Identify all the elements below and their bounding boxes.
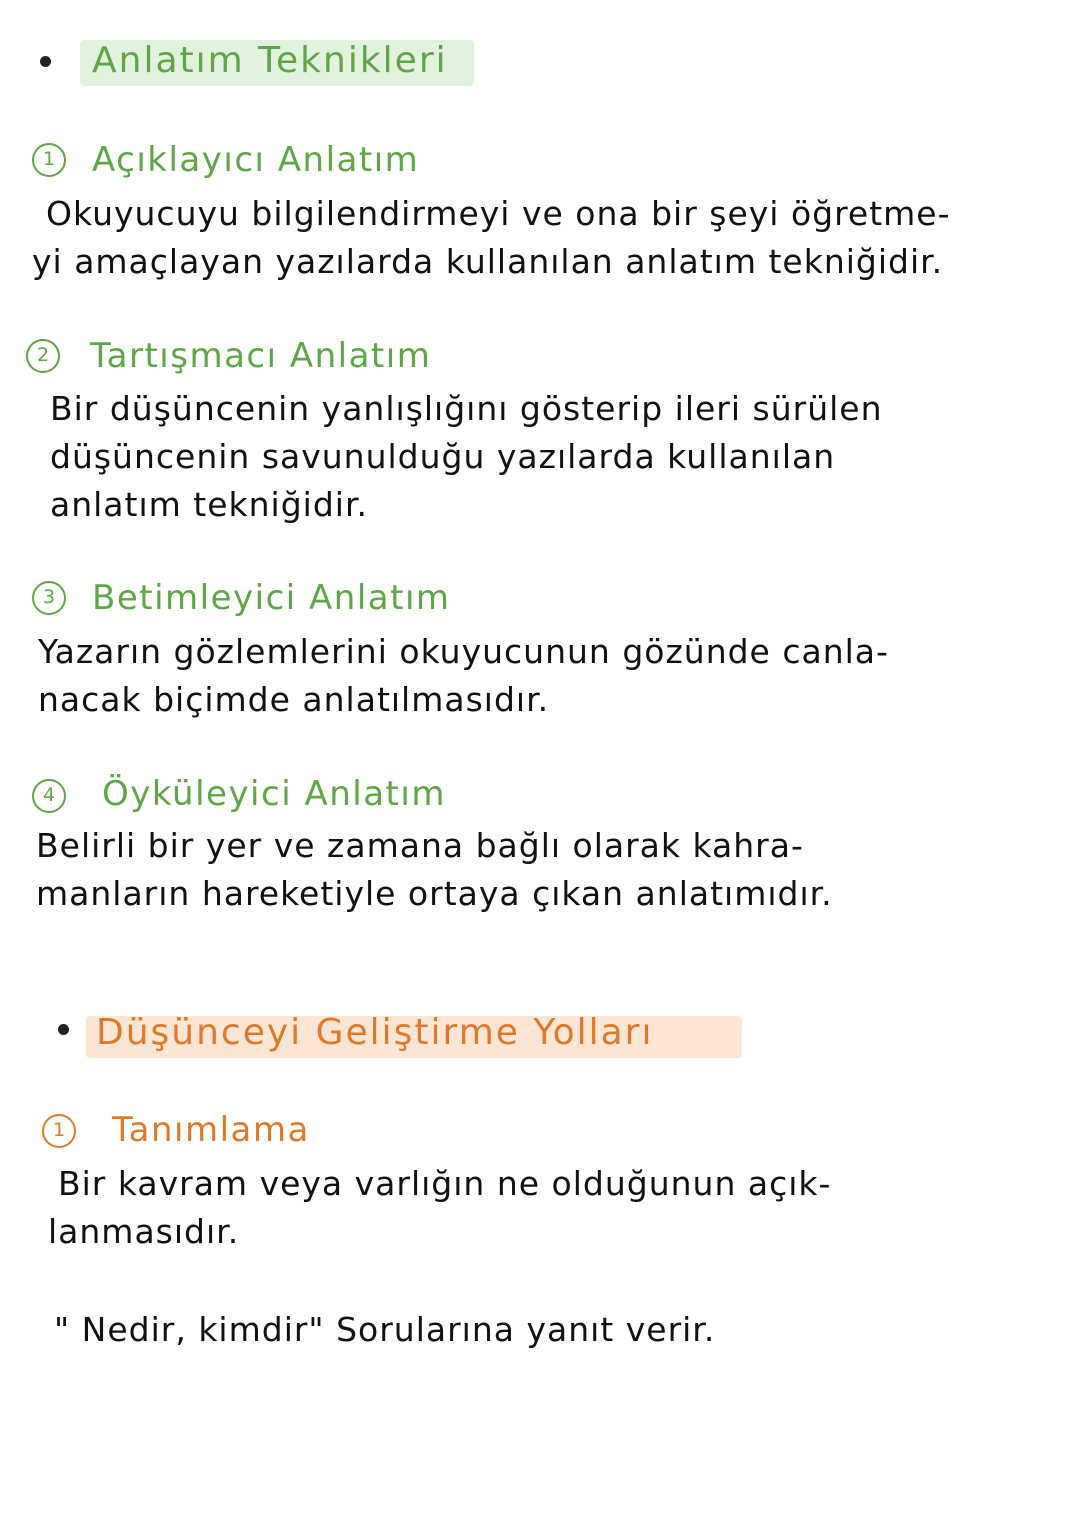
item-title-betimleyici: Betimleyici Anlatım (92, 578, 451, 618)
bullet-icon (40, 56, 51, 67)
bullet-icon (58, 1024, 69, 1035)
body-line: Bir kavram veya varlığın ne olduğunun açık- (58, 1164, 832, 1203)
item-body-betimleyici (38, 628, 889, 724)
item-body-tartismaci (50, 385, 883, 529)
item-body-tanimlama (48, 1160, 832, 1256)
item-title-oykuleyici: Öyküleyici Anlatım (102, 774, 446, 814)
body-line: nacak biçimde anlatılmasıdır. (38, 680, 550, 719)
body-line: yi amaçlayan yazılarda kullanılan anlatım tekniğidir. (32, 242, 944, 281)
body-line: anlatım tekniğidir. (50, 485, 368, 524)
section-title-dusunceyi-gelistirme: Düşünceyi Geliştirme Yolları (96, 1012, 654, 1053)
body-line: düşüncenin savunulduğu yazılarda kullanılan (50, 437, 836, 476)
item-note-tanimlama: " Nedir, kimdir" Sorularına yanıt verir. (54, 1310, 716, 1349)
body-line: Okuyucuyu bilgilendirmeyi ve ona bir şeyi öğretme- (46, 194, 951, 233)
section-title-anlatim-teknikleri: Anlatım Teknikleri (92, 40, 448, 81)
item-title-aciklayici: Açıklayıcı Anlatım (92, 140, 420, 180)
body-line: Yazarın gözlemlerini okuyucunun gözünde canla- (38, 632, 889, 671)
body-line: Bir düşüncenin yanlışlığını gösterip ileri sürülen (50, 389, 883, 428)
body-line: lanmasıdır. (48, 1212, 240, 1251)
number-badge-3: 3 (32, 581, 66, 615)
item-body-aciklayici (32, 190, 951, 286)
number-badge-4: 4 (32, 779, 66, 813)
item-title-tartismaci: Tartışmacı Anlatım (90, 336, 432, 376)
body-line: Belirli bir yer ve zamana bağlı olarak kahra- (36, 826, 804, 865)
body-line: manların hareketiyle ortaya çıkan anlatımıdır. (36, 874, 833, 913)
number-badge-1: 1 (42, 1114, 76, 1148)
item-body-oykuleyici (36, 822, 833, 918)
item-title-tanimlama: Tanımlama (112, 1110, 310, 1150)
number-badge-1: 1 (32, 143, 66, 177)
number-badge-2: 2 (26, 339, 60, 373)
